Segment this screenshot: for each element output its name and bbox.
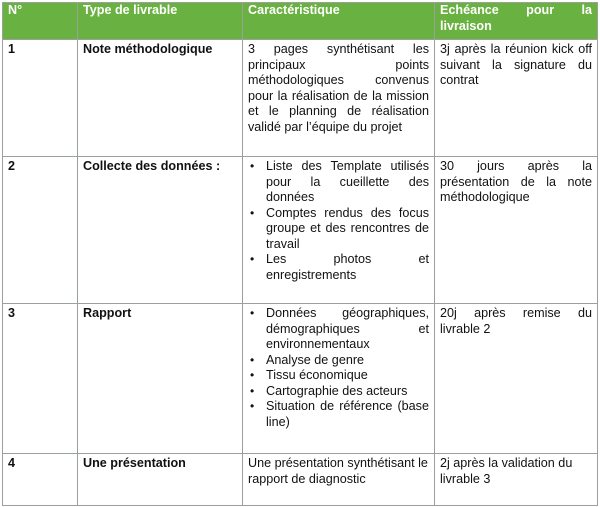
header-num: N° — [3, 3, 78, 40]
row-characteristic — [243, 304, 435, 454]
header-characteristic: Caractéristique — [243, 3, 435, 40]
header-due — [435, 3, 598, 40]
row-num: 4 — [3, 454, 78, 506]
bullet-list — [248, 159, 429, 283]
row-type: Note méthodologique — [78, 40, 243, 157]
list-item: • Les photos et enregistrements — [266, 252, 429, 283]
row-due: 3j après la réunion kick off suivant la signature du contrat — [435, 40, 598, 157]
row-due: 30 jours après la présentation de la note méthodologique — [435, 157, 598, 304]
row-characteristic — [243, 157, 435, 304]
list-item: • Comptes rendus des focus groupe et des rencontres de travail — [266, 206, 429, 253]
list-item: • Données géographiques, démographiques et environnementaux — [266, 306, 429, 353]
row-characteristic: Une présentation synthétisant le rapport de diagnostic — [243, 454, 435, 506]
row-due: 20j après remise du livrable 2 — [435, 304, 598, 454]
list-item: • Situation de référence (base line) — [266, 399, 429, 430]
table-row — [3, 157, 598, 304]
table-row — [3, 454, 598, 506]
row-type: Rapport — [78, 304, 243, 454]
row-type: Collecte des données : — [78, 157, 243, 304]
list-item: • Analyse de genre — [266, 353, 429, 369]
header-due-line1: Echéance pour la — [440, 3, 592, 17]
row-num: 3 — [3, 304, 78, 454]
bullet-list — [248, 306, 429, 430]
list-item: • Liste des Template utilisés pour la cueillette des données — [266, 159, 429, 206]
table-row — [3, 40, 598, 157]
row-due: 2j après la validation du livrable 3 — [435, 454, 598, 506]
row-characteristic: 3 pages synthétisant les principaux points méthodologiques convenus pour la réalisation de la mission et le planning de réalisation validé par l’équipe du projet — [243, 40, 435, 157]
header-row — [3, 3, 598, 40]
list-item: • Tissu économique — [266, 368, 429, 384]
header-due-line2: livraison — [440, 18, 492, 33]
deliverables-table — [2, 2, 598, 506]
row-num: 1 — [3, 40, 78, 157]
row-num: 2 — [3, 157, 78, 304]
header-type: Type de livrable — [78, 3, 243, 40]
table-row — [3, 304, 598, 454]
list-item: • Cartographie des acteurs — [266, 384, 429, 400]
row-type: Une présentation — [78, 454, 243, 506]
